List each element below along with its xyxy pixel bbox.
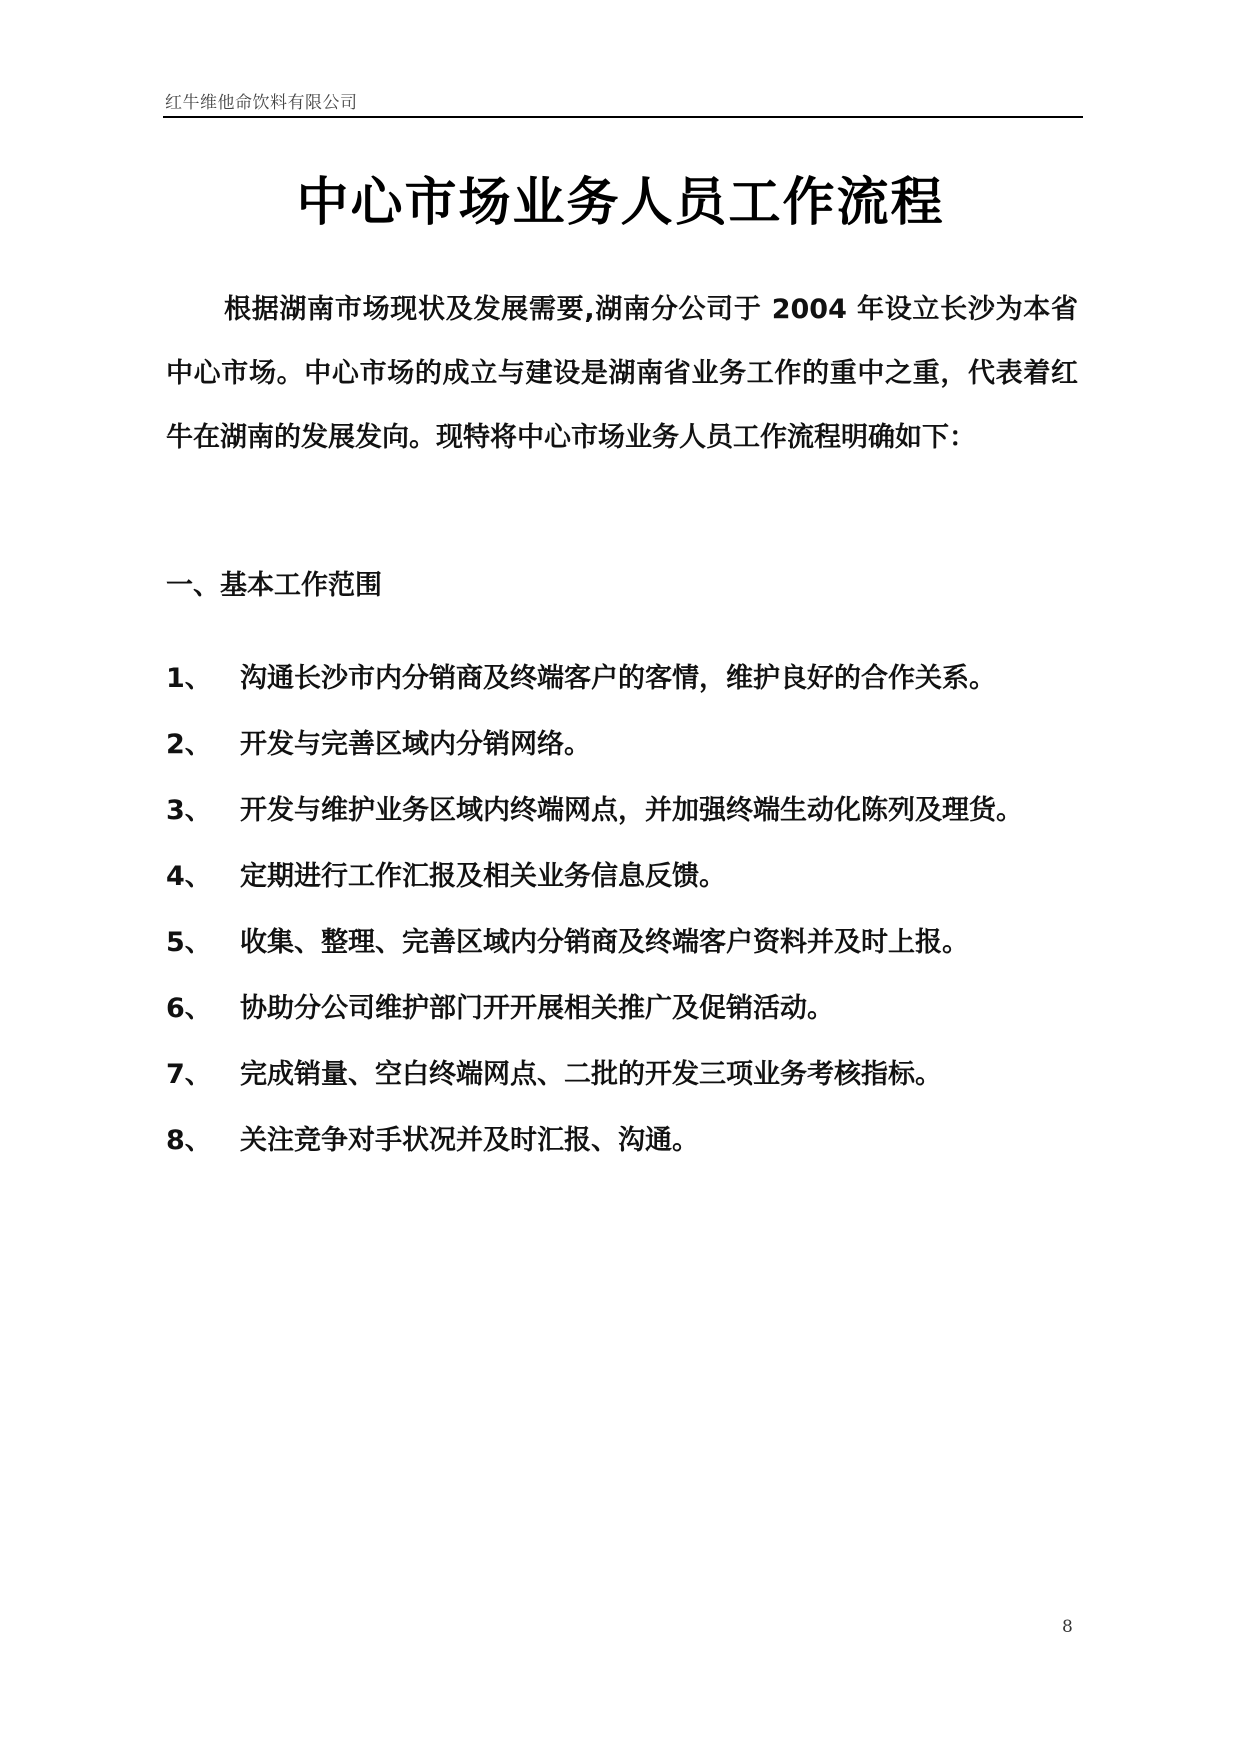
list-item-text: 开发与完善区域内分销网络。	[240, 729, 591, 760]
list-item-number: 2、	[166, 729, 212, 760]
list-item-text: 开发与维护业务区域内终端网点，并加强终端生动化陈列及理货。	[240, 795, 1023, 826]
list-item	[166, 788, 1086, 854]
list-item-text: 完成销量、空白终端网点、二批的开发三项业务考核指标。	[240, 1059, 942, 1090]
list-item	[166, 920, 1086, 986]
list-item-text: 协助分公司维护部门开开展相关推广及促销活动。	[240, 993, 834, 1024]
list-item-number: 3、	[166, 795, 212, 826]
list-item-number: 6、	[166, 993, 212, 1024]
list-item-number: 8、	[166, 1125, 212, 1156]
intro-paragraph: 根据湖南市场现状及发展需要,湖南分公司于 2004 年设立长沙为本省中心市场。中心市场的成立与建设是湖南省业务工作的重中之重，代表着红牛在湖南的发展发向。现特将中心市场业务人员工作流程明确如下：	[166, 294, 1078, 453]
list-item	[166, 1118, 1086, 1184]
page-header	[163, 86, 1083, 118]
list-item	[166, 854, 1086, 920]
page-number: 8	[1062, 1617, 1073, 1637]
list-item-text: 沟通长沙市内分销商及终端客户的客情，维护良好的合作关系。	[240, 663, 996, 694]
list-item	[166, 1052, 1086, 1118]
list-item-text: 定期进行工作汇报及相关业务信息反馈。	[240, 861, 726, 892]
list-item	[166, 722, 1086, 788]
list-item-number: 7、	[166, 1059, 212, 1090]
list-item	[166, 656, 1086, 722]
company-name: 红牛维他命饮料有限公司	[165, 93, 358, 113]
list-item-text: 收集、整理、完善区域内分销商及终端客户资料并及时上报。	[240, 927, 969, 958]
list-item-text: 关注竞争对手状况并及时汇报、沟通。	[240, 1125, 699, 1156]
list-item-number: 5、	[166, 927, 212, 958]
list-item-number: 4、	[166, 861, 212, 892]
work-scope-list	[166, 656, 1086, 1184]
section-heading: 一、基本工作范围	[166, 570, 382, 601]
document-title: 中心市场业务人员工作流程	[296, 173, 945, 233]
list-item	[166, 986, 1086, 1052]
list-item-number: 1、	[166, 663, 212, 694]
